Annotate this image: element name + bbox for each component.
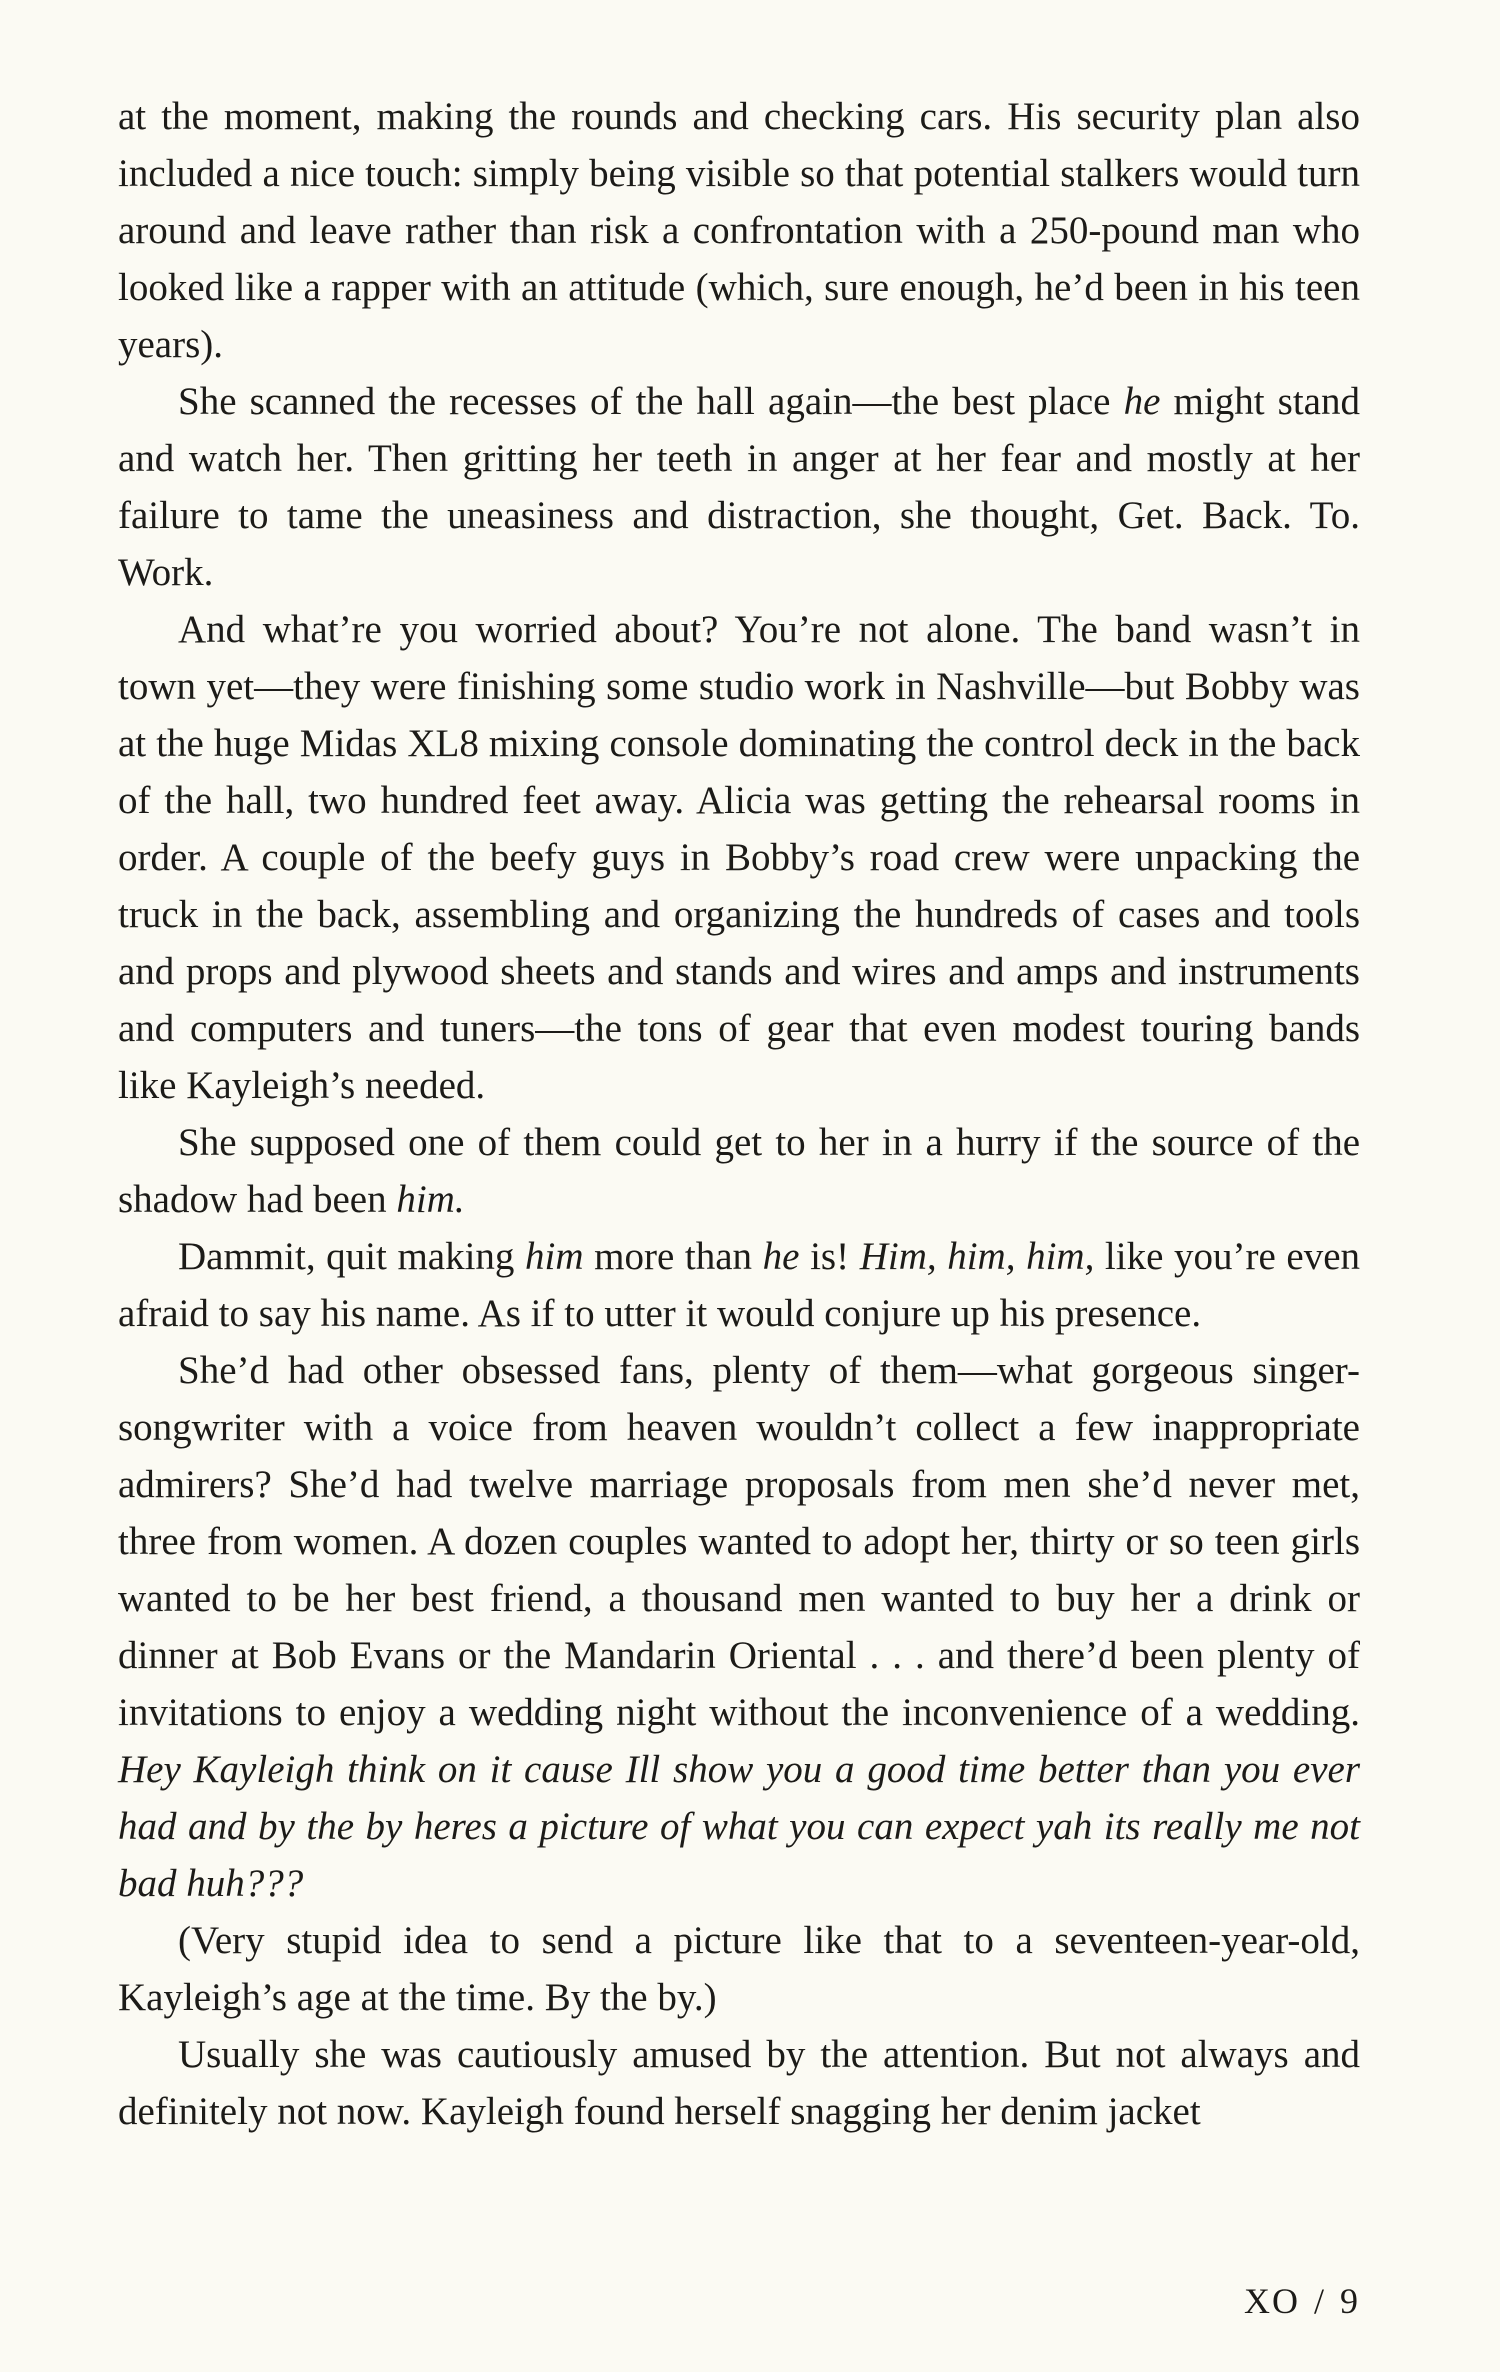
page-number: 9 (1340, 2281, 1360, 2321)
text-run: at the moment, making the rounds and checking cars. His security plan also included a nice touch: simply being visible so that potential stalkers would turn around and leave rather than risk a confrontation with a 250-pound man who looked like a rapper with an attitude (which, sure enough, he’d been in his teen years). (118, 95, 1360, 366)
text-run: She supposed one of them could get to her in a hurry if the source of the shadow had been (118, 1121, 1360, 1221)
paragraph (118, 601, 1360, 1114)
footer-separator: / (1313, 2281, 1326, 2321)
text-run: She scanned the recesses of the hall again—the best place (178, 380, 1124, 423)
text-run: is! (799, 1235, 860, 1278)
italic-text: him (525, 1235, 584, 1278)
text-run: Dammit, quit making (178, 1235, 526, 1278)
italic-text: he (762, 1235, 800, 1278)
italic-text: Him, him, him, (859, 1235, 1095, 1278)
italic-text: Hey Kayleigh think on it cause Ill show you a good time better than you ever had and by the by heres a picture of what you can expect yah its really me not bad huh??? (118, 1748, 1360, 1905)
paragraph (118, 1114, 1360, 1228)
text-run: might stand and watch her. Then gritting her teeth in anger at her fear and mostly at her failure to tame the uneasiness and distraction, she thought, Get. Back. To. Work. (118, 380, 1360, 594)
italic-text: him. (396, 1178, 465, 1221)
text-run: And what’re you worried about? You’re not alone. The band wasn’t in town yet—they were finishing some studio work in Nashville—but Bobby was at the huge Midas XL8 mixing console dominating the control deck in the back of the hall, two hundred feet away. Alicia was getting the rehearsal rooms in order. A couple of the beefy guys in Bobby’s road crew were unpacking the truck in the back, assembling and organizing the hundreds of cases and tools and props and plywood sheets and stands and wires and amps and instruments and computers and tuners—the tons of gear that even modest touring bands like Kayleigh’s needed. (118, 608, 1360, 1107)
text-run: like you’re even afraid to say his name. As if to utter it would conjure up his presence. (118, 1235, 1361, 1335)
paragraph (118, 1912, 1360, 2026)
paragraph (118, 373, 1360, 601)
text-run: more than (583, 1235, 763, 1278)
paragraph (118, 88, 1360, 373)
page-footer (1244, 2280, 1360, 2322)
text-run: (Very stupid idea to send a picture like that to a seventeen-year-old, Kayleigh’s age at the time. By the by.) (118, 1919, 1360, 2019)
text-run: She’d had other obsessed fans, plenty of them—what gorgeous singer-songwriter with a voice from heaven wouldn’t collect a few inappropriate admirers? She’d had twelve marriage proposals from men she’d never met, three from women. A dozen couples wanted to adopt her, thirty or so teen girls wanted to be her best friend, a thousand men wanted to buy her a drink or dinner at Bob Evans or the Mandarin Oriental . . . and there’d been plenty of invitations to enjoy a wedding night without the inconvenience of a wedding. (118, 1349, 1360, 1734)
running-title: XO (1243, 2281, 1300, 2321)
paragraph (118, 1342, 1360, 1912)
paragraph (118, 2026, 1360, 2140)
text-run: Usually she was cautiously amused by the attention. But not always and definitely not now. Kayleigh found herself snagging her denim jacket (118, 2033, 1360, 2133)
paragraph (118, 1228, 1360, 1342)
italic-text: he (1123, 380, 1161, 423)
body-text (118, 88, 1360, 2140)
